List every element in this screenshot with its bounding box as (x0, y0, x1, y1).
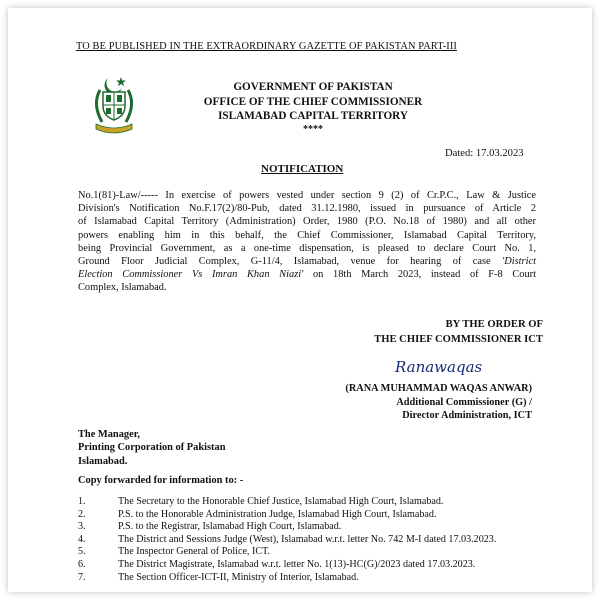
recipient-line-1: The Manager, (78, 429, 140, 440)
header-office: OFFICE OF THE CHIEF COMMISSIONER (203, 95, 423, 108)
body-line-6-text: Ground Floor Judicial Complex, G-11/4, Islamabad, venue for hearing of case (78, 256, 491, 268)
header-territory: ISLAMABAD CAPITAL TERRITORY (218, 110, 408, 122)
list-text: The Inspector General of Police, ICT. (118, 546, 271, 558)
list-number: 3. (78, 521, 86, 533)
recipient-line-3: Islamabad. (78, 455, 128, 467)
list-item (78, 572, 496, 585)
list-item (78, 521, 496, 534)
recipient-line-2: Printing Corporation of Pakistan (78, 442, 226, 454)
body-line-1: No.1(81)-Law/----- In exercise of powers vested under section 9 (2) of Cr.P.C., Law & Justice (78, 190, 536, 201)
recipient-block (78, 428, 226, 468)
list-item (78, 496, 496, 509)
list-text: P.S. to the Registrar, Islamabad High Court, Islamabad. (118, 521, 342, 533)
list-number: 2. (78, 508, 86, 520)
order-block (338, 318, 543, 347)
letterhead (158, 80, 468, 136)
body-line-7-text: on 18th March 2023, instead of F-8 Court (303, 269, 536, 281)
body-line-3: of Islamabad Capital Territory (Administration) Order, 1980 (P.O. No.18 of 1980) and all other (78, 216, 536, 228)
list-number: 4. (78, 533, 86, 545)
list-number: 7. (78, 571, 86, 583)
signature (393, 354, 493, 380)
case-title-start: 'District (502, 256, 536, 268)
case-title-end: Election Commissioner Vs Imran Khan Niazi' (78, 269, 304, 281)
notification-title: NOTIFICATION (261, 163, 344, 175)
signer-title-1: Additional Commissioner (G) / (396, 396, 532, 408)
gazette-line: TO BE PUBLISHED IN THE EXTRAORDINARY GAZETTE OF PAKISTAN PART-III (76, 41, 457, 52)
list-item (78, 509, 496, 522)
body-line-5: being Provincial Government, as a one-time dispensation, is pleased to declare Court No. 1, (78, 242, 536, 254)
list-text: The Secretary to the Honorable Chief Justice, Islamabad High Court, Islamabad. (118, 496, 444, 507)
copy-list (78, 496, 496, 584)
header-stars: **** (303, 123, 323, 135)
copy-heading: Copy forwarded for information to: - (78, 475, 244, 486)
notification-body (78, 189, 536, 295)
body-line-7 (78, 268, 536, 281)
list-item (78, 546, 496, 559)
list-number: 5. (78, 546, 86, 558)
list-number: 1. (78, 496, 86, 507)
signer-block (308, 382, 532, 423)
list-item (78, 534, 496, 547)
list-text: P.S. to the Honorable Administration Judge, Islamabad High Court, Islamabad. (118, 508, 437, 520)
order-line-2: THE CHIEF COMMISSIONER ICT (374, 333, 543, 345)
signer-title-2: Director Administration, ICT (402, 410, 532, 421)
list-text: The Section Officer-ICT-II, Ministry of Interior, Islamabad. (118, 571, 359, 583)
state-emblem-icon (88, 74, 140, 134)
list-item (78, 559, 496, 572)
date-line: Dated: 17.03.2023 (445, 148, 524, 159)
list-number: 6. (78, 558, 86, 570)
body-line-2: Division's Notification No.F.17(2)/80-Pub, dated 31.12.1980, issued in pursuance of Article 2 (78, 203, 536, 215)
signer-name: (RANA MUHAMMAD WAQAS ANWAR) (345, 383, 532, 394)
body-line-6 (78, 255, 536, 268)
body-line-4: powers enabling him in this behalf, the Chief Commissioner, Islamabad Capital Territory, (78, 229, 536, 241)
list-text: The District Magistrate, Islamabad w.r.t. letter No. 1(13)-HC(G)/2023 dated 17.03.2023. (118, 558, 476, 570)
list-text: The District and Sessions Judge (West), Islamabad w.r.t. letter No. 742 M-I dated 17.03.2023. (118, 533, 497, 545)
order-line-1: BY THE ORDER OF (445, 319, 543, 330)
header-government: GOVERNMENT OF PAKISTAN (233, 81, 393, 93)
body-line-8: Complex, Islamabad. (78, 282, 167, 294)
document-page (8, 8, 592, 592)
signature-text: Ranawaqas (395, 358, 483, 376)
